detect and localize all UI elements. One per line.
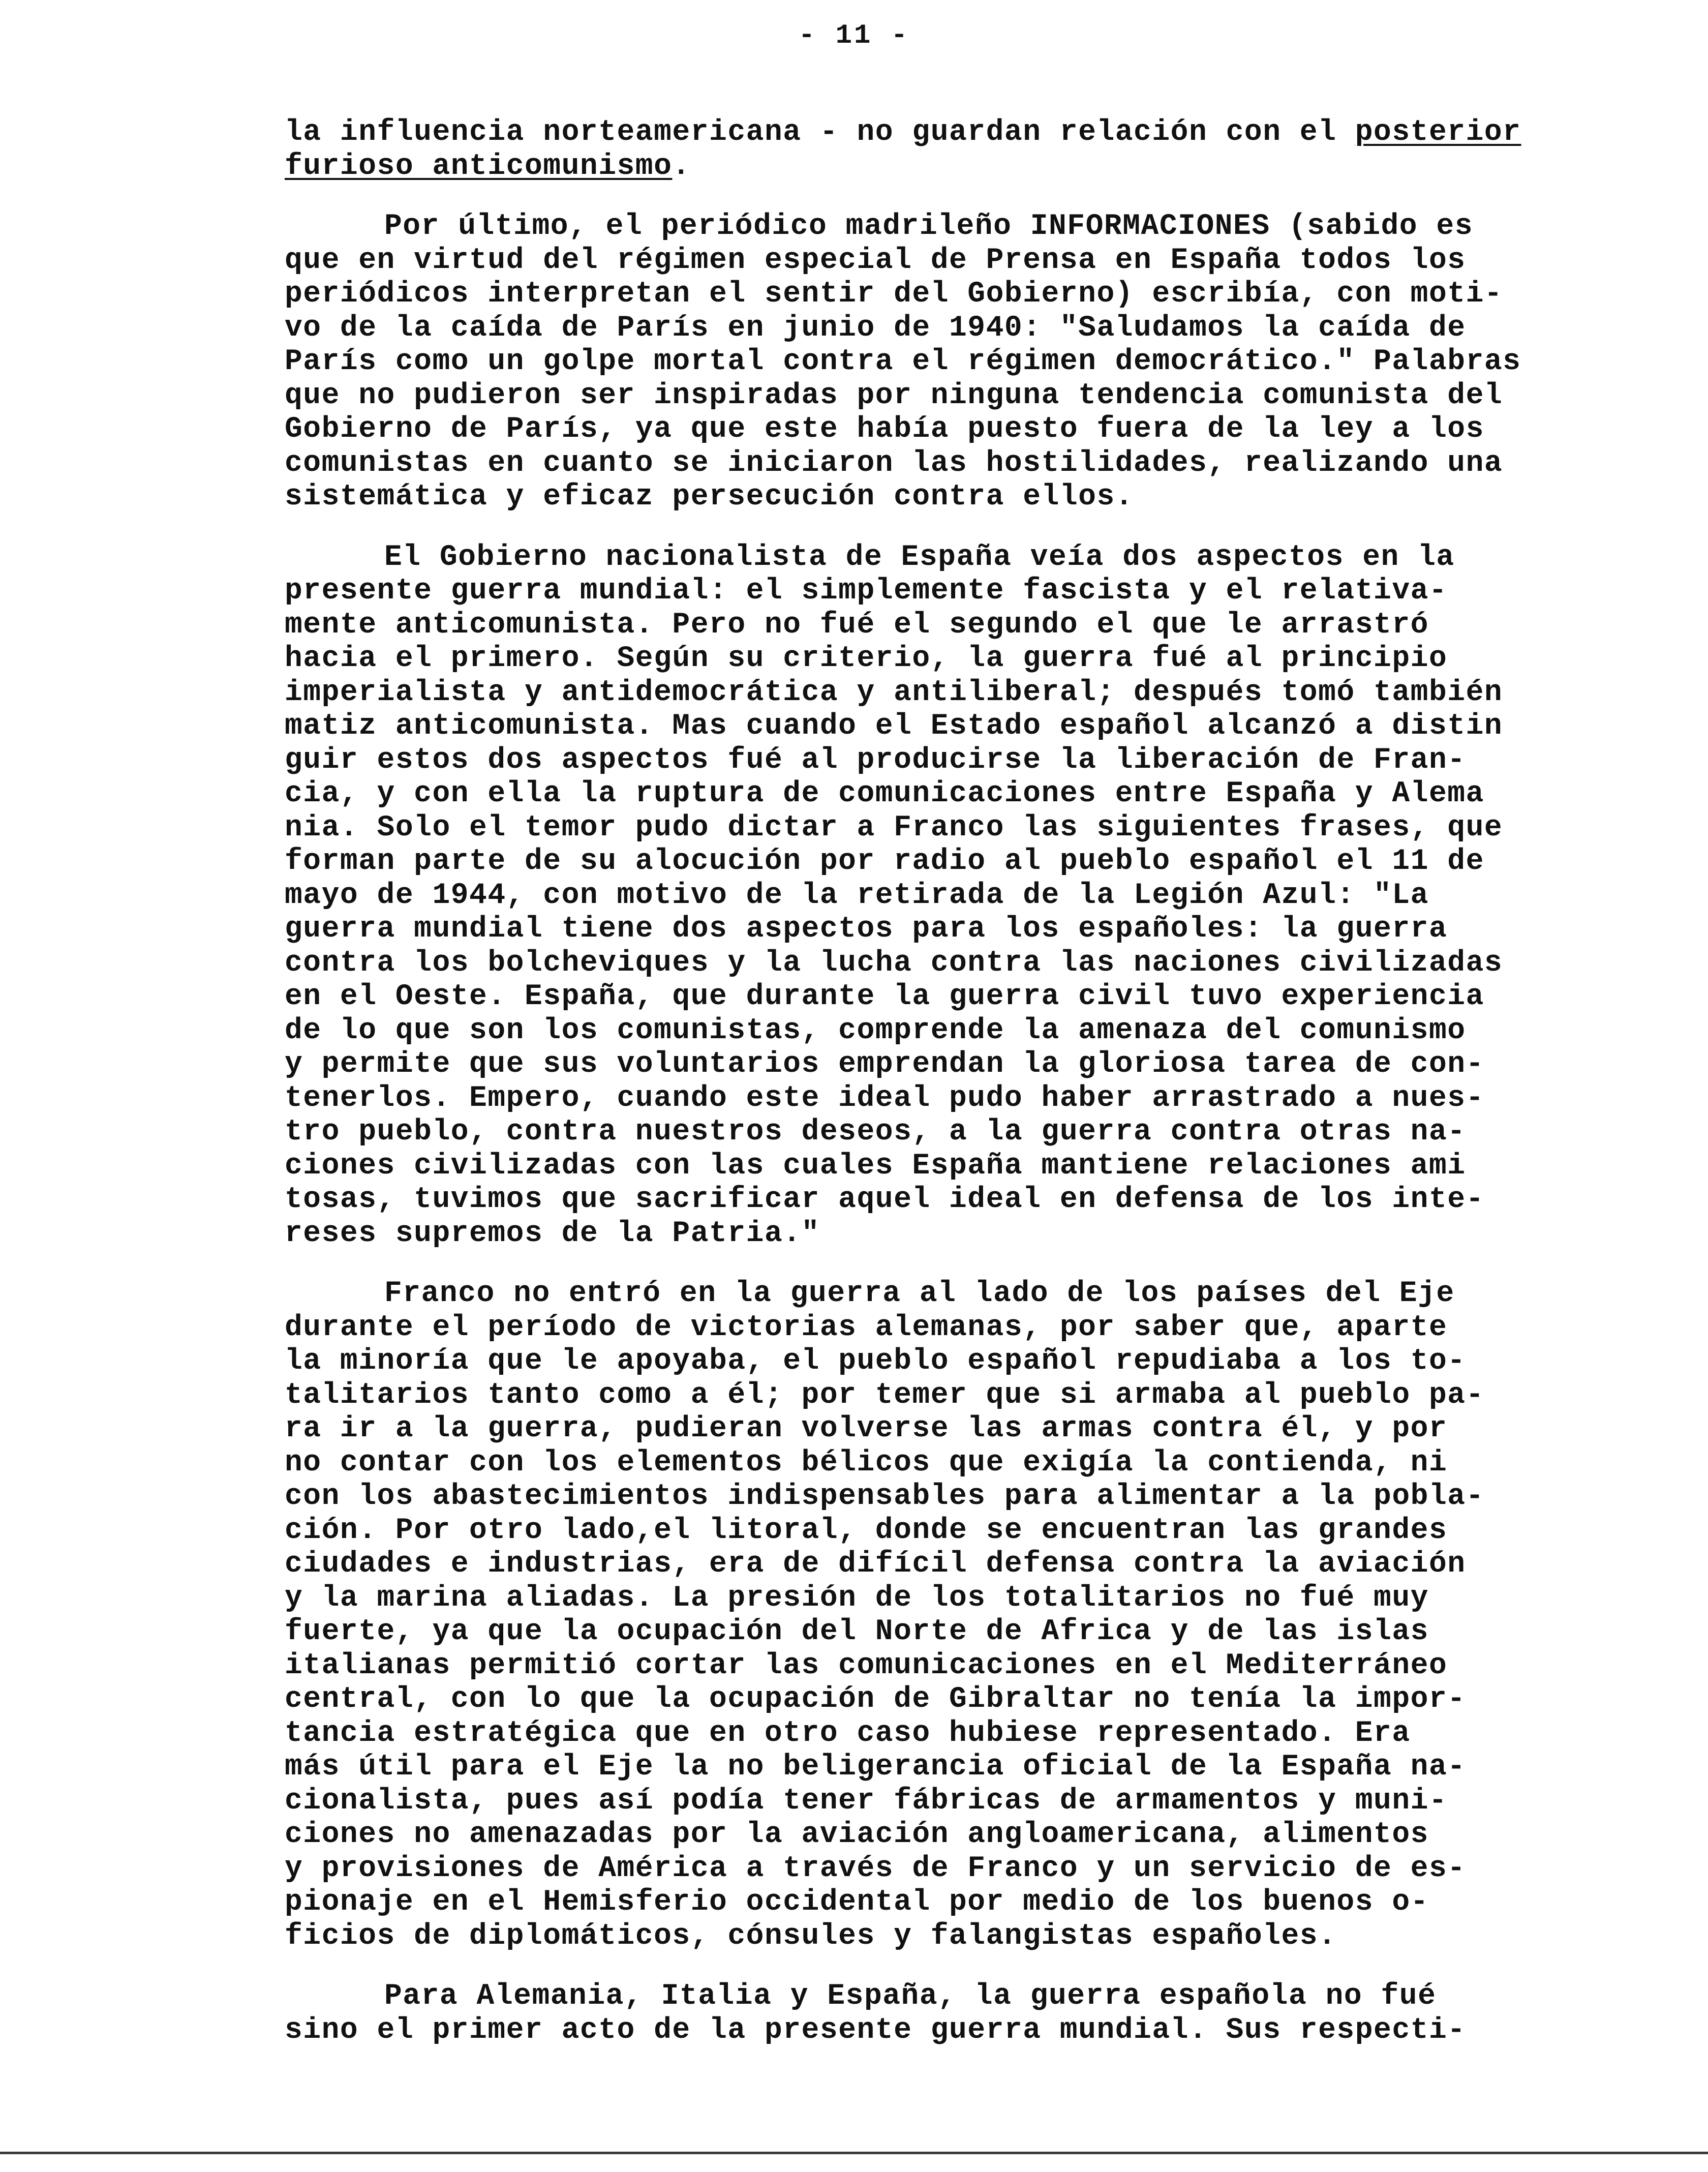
page-bottom-rule: [0, 2152, 1708, 2154]
text-line: fuerte, ya que la ocupación del Norte de Africa y de las islas: [285, 1615, 1429, 1648]
text-line: que en virtud del régimen especial de Prensa en España todos los: [285, 244, 1466, 277]
text-line: que no pudieron ser inspiradas por ninguna tendencia comunista del: [285, 379, 1503, 412]
text-line: tosas, tuvimos que sacrificar aquel ideal en defensa de los inte-: [285, 1183, 1484, 1216]
text-line: nia. Solo el temor pudo dictar a Franco las siguientes frases, que: [285, 811, 1503, 844]
text-line: durante el período de victorias alemanas, por saber que, aparte: [285, 1311, 1448, 1344]
text-line: periódicos interpretan el sentir del Gobierno) escribía, con moti-: [285, 278, 1503, 311]
text-line: reses supremos de la Patria.": [285, 1217, 820, 1250]
text-line: y la marina aliadas. La presión de los totalitarios no fué muy: [285, 1581, 1429, 1615]
text-line: Para Alemania, Italia y España, la guerra española no fué: [384, 1980, 1437, 2013]
text-line: imperialista y antidemocrática y antiliberal; después tomó también: [285, 676, 1503, 709]
text-line: Por último, el periódico madrileño INFORMACIONES (sabido es: [384, 210, 1474, 243]
text-line: sino el primer acto de la presente guerra mundial. Sus respecti-: [285, 2013, 1466, 2047]
text-line: tancia estratégica que en otro caso hubiese representado. Era: [285, 1716, 1411, 1750]
text-line: ficios de diplomáticos, cónsules y falangistas españoles.: [285, 1919, 1337, 1953]
text-line: París como un golpe mortal contra el régimen democrático." Palabras: [285, 345, 1521, 378]
body-text: [285, 116, 1652, 2074]
text-line: vo de la caída de París en junio de 1940: "Saludamos la caída de: [285, 311, 1466, 345]
text-line: guerra mundial tiene dos aspectos para los españoles: la guerra: [285, 913, 1448, 946]
paragraph-informaciones: [285, 210, 1652, 515]
text-line: pionaje en el Hemisferio occidental por medio de los buenos o-: [285, 1886, 1429, 1919]
text-line: guir estos dos aspectos fué al producirse la liberación de Fran-: [285, 743, 1466, 777]
text-line: mayo de 1944, con motivo de la retirada de la Legión Azul: "La: [285, 879, 1429, 912]
text-line: contra los bolcheviques y la lucha contra las naciones civilizadas: [285, 946, 1503, 980]
text-line: la minoría que le apoyaba, el pueblo español repudiaba a los to-: [285, 1345, 1466, 1378]
text-line: central, con lo que la ocupación de Gibraltar no tenía la impor-: [285, 1683, 1466, 1716]
text-line: de lo que son los comunistas, comprende la amenaza del comunismo: [285, 1014, 1466, 1047]
text-line: con los abastecimientos indispensables para alimentar a la pobla-: [285, 1480, 1484, 1513]
text-line: forman parte de su alocución por radio al pueblo español el 11 de: [285, 845, 1484, 878]
text-line: y provisiones de América a través de Franco y un servicio de es-: [285, 1852, 1466, 1885]
text-line: en el Oeste. España, que durante la guerra civil tuvo experiencia: [285, 980, 1484, 1013]
text-line: ciones no amenazadas por la aviación angloamericana, alimentos: [285, 1818, 1429, 1851]
text-line: más útil para el Eje la no beligerancia oficial de la España na-: [285, 1751, 1466, 1784]
text-line: mente anticomunista. Pero no fué el segundo el que le arrastró: [285, 608, 1429, 642]
text-line: italianas permitió cortar las comunicaciones en el Mediterráneo: [285, 1649, 1448, 1682]
text-line: matiz anticomunista. Mas cuando el Estado español alcanzó a distin: [285, 710, 1503, 743]
text-line: Gobierno de París, ya que este había puesto fuera de la ley a los: [285, 413, 1484, 446]
text-line: cia, y con ella la ruptura de comunicaciones entre España y Alema: [285, 777, 1484, 810]
text-line: tenerlos. Empero, cuando este ideal pudo haber arrastrado a nues-: [285, 1081, 1484, 1115]
text-line: comunistas en cuanto se iniciaron las hostilidades, realizando una: [285, 446, 1503, 480]
text-line: [285, 150, 1652, 184]
text-line: tro pueblo, contra nuestros deseos, a la guerra contra otras na-: [285, 1115, 1466, 1149]
text-line: ciudades e industrias, era de difícil defensa contra la aviación: [285, 1548, 1466, 1581]
text-line: [285, 116, 1652, 150]
paragraph-alemania-italia-espana: [285, 1980, 1652, 2047]
text-line: y permite que sus voluntarios emprendan la gloriosa tarea de con-: [285, 1048, 1484, 1081]
text-segment: la influencia norteamericana - no guardan relación con el: [285, 116, 1355, 149]
text-line: sistemática y eficaz persecución contra ellos.: [285, 480, 1134, 514]
underlined-phrase: posterior: [1355, 116, 1521, 149]
text-line: hacia el primero. Según su criterio, la guerra fué al principio: [285, 642, 1448, 675]
paragraph-franco-no-entro: [285, 1277, 1652, 1953]
text-line: ciones civilizadas con las cuales España mantiene relaciones ami: [285, 1149, 1466, 1183]
paragraph-continuation: [285, 116, 1652, 184]
text-line: Franco no entró en la guerra al lado de los países del Eje: [384, 1277, 1455, 1310]
text-line: cionalista, pues así podía tener fábricas de armamentos y muni-: [285, 1784, 1448, 1818]
text-line: ra ir a la guerra, pudieran volverse las armas contra él, y por: [285, 1412, 1448, 1445]
text-line: El Gobierno nacionalista de España veía dos aspectos en la: [384, 540, 1455, 574]
text-line: talitarios tanto como a él; por temer que si armaba al pueblo pa-: [285, 1378, 1484, 1412]
text-line: no contar con los elementos bélicos que exigía la contienda, ni: [285, 1446, 1448, 1480]
text-line: presente guerra mundial: el simplemente fascista y el relativa-: [285, 575, 1448, 608]
underlined-phrase: furioso anticomunismo: [285, 149, 673, 183]
text-line: ción. Por otro lado,el litoral, donde se encuentran las grandes: [285, 1514, 1448, 1547]
text-segment: .: [672, 149, 691, 183]
paragraph-gobierno-nacionalista: [285, 541, 1652, 1251]
page-number: - 11 -: [798, 20, 910, 51]
